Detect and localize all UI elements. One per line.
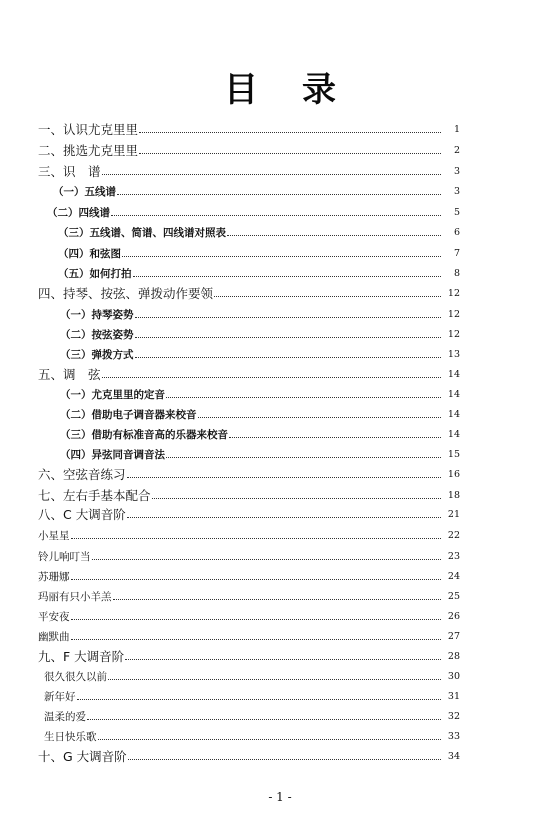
toc-page-number: 12 <box>447 309 460 320</box>
toc-entry-label: （三）借助有标准音高的乐器来校音 <box>60 429 228 441</box>
toc-entry[interactable] <box>38 283 460 301</box>
toc-entry[interactable] <box>53 181 460 199</box>
dot-leader <box>122 255 441 257</box>
toc-entry-label: （一）五线谱 <box>53 186 116 198</box>
toc-entry-label: （四）和弦图 <box>58 248 121 260</box>
dot-leader <box>71 537 442 539</box>
dot-leader <box>152 497 441 499</box>
toc-entry[interactable] <box>44 686 460 704</box>
dot-leader <box>229 436 441 438</box>
toc-entry[interactable] <box>60 404 460 422</box>
dot-leader <box>71 638 442 640</box>
toc-entry[interactable] <box>38 546 460 564</box>
page-number-footer: - 1 - <box>268 790 292 804</box>
toc-entry-label: （二）四线谱 <box>47 207 110 219</box>
toc-page-number: 2 <box>453 145 460 156</box>
toc-page-number: 22 <box>447 530 460 541</box>
toc-entry[interactable] <box>38 161 460 179</box>
toc-page-number: 26 <box>447 611 460 622</box>
toc-entry[interactable] <box>60 384 460 402</box>
toc-entry-label: （二）借助电子调音器来校音 <box>60 409 197 421</box>
dot-leader <box>92 558 442 560</box>
dot-leader <box>113 598 442 600</box>
dot-leader <box>127 476 441 478</box>
toc-page-number: 12 <box>447 288 460 299</box>
toc-entry-label: 小星星 <box>38 530 70 542</box>
toc-entry-label: 生日快乐歌 <box>44 731 97 743</box>
toc-entry[interactable] <box>38 586 460 604</box>
toc-entry[interactable] <box>38 504 460 522</box>
toc-entry[interactable] <box>47 202 460 220</box>
toc-entry[interactable] <box>38 746 460 764</box>
page-title: 目录 <box>224 70 380 110</box>
dot-leader <box>135 336 442 338</box>
dot-leader <box>108 678 441 680</box>
dot-leader <box>111 214 441 216</box>
toc-entry-label: 新年好 <box>44 691 76 703</box>
toc-page-number: 24 <box>447 571 460 582</box>
toc-entry-label: （三）弹拨方式 <box>60 349 134 361</box>
dot-leader <box>139 131 441 133</box>
dot-leader <box>117 193 441 195</box>
toc-entry[interactable] <box>38 626 460 644</box>
toc-page-number: 23 <box>447 551 460 562</box>
toc-entry-label: 温柔的爱 <box>44 711 86 723</box>
toc-entry[interactable] <box>38 364 460 382</box>
toc-entry[interactable] <box>60 324 460 342</box>
toc-entry[interactable] <box>38 606 460 624</box>
toc-entry-label: 四、持琴、按弦、弹拨动作要领 <box>38 286 214 301</box>
toc-page-number: 14 <box>447 409 460 420</box>
toc-page-number: 30 <box>447 671 460 682</box>
toc-entry-label: 八、C 大调音阶 <box>38 507 126 522</box>
dot-leader <box>102 376 441 378</box>
toc-page-number: 33 <box>447 731 460 742</box>
dot-leader <box>139 152 441 154</box>
toc-entry-label: 十、G 大调音阶 <box>38 749 127 764</box>
toc-page-number: 14 <box>447 389 460 400</box>
dot-leader <box>166 396 441 398</box>
toc-entry[interactable] <box>44 706 460 724</box>
toc-entry[interactable] <box>58 243 460 261</box>
toc-page-number: 27 <box>447 631 460 642</box>
toc-page-number: 16 <box>447 469 460 480</box>
toc-entry-label: 九、F 大调音阶 <box>38 649 125 664</box>
toc-page-number: 5 <box>453 207 460 218</box>
toc-page-number: 8 <box>453 268 460 279</box>
toc-entry-label: （三）五线谱、简谱、四线谱对照表 <box>58 227 226 239</box>
dot-leader <box>127 516 441 518</box>
toc-entry[interactable] <box>60 344 460 362</box>
toc-page-number: 7 <box>453 248 460 259</box>
toc-entry[interactable] <box>38 119 460 137</box>
toc-page-number: 1 <box>453 124 460 135</box>
dot-leader <box>98 738 442 740</box>
dot-leader <box>71 578 442 580</box>
toc-entry-label: 幽默曲 <box>38 631 70 643</box>
dot-leader <box>77 698 442 700</box>
toc-page-number: 3 <box>453 166 460 177</box>
toc-page-number: 21 <box>447 509 460 520</box>
toc-entry-label: （一）持琴姿势 <box>60 309 134 321</box>
toc-entry[interactable] <box>38 485 460 503</box>
toc-entry-label: 铃儿响叮当 <box>38 551 91 563</box>
toc-entry-label: 六、空弦音练习 <box>38 467 126 482</box>
dot-leader <box>198 416 442 418</box>
toc-entry[interactable] <box>38 464 460 482</box>
toc-page-number: 34 <box>447 751 460 762</box>
dot-leader <box>135 356 442 358</box>
toc-entry[interactable] <box>60 304 460 322</box>
toc-entry-label: 七、左右手基本配合 <box>38 488 151 503</box>
toc-entry-label: 平安夜 <box>38 611 70 623</box>
toc-page-number: 3 <box>453 186 460 197</box>
toc-entry[interactable] <box>44 666 460 684</box>
dot-leader <box>166 456 441 458</box>
toc-entry-label: （四）异弦同音调音法 <box>60 449 165 461</box>
dot-leader <box>128 758 441 760</box>
dot-leader <box>227 234 441 236</box>
toc-entry[interactable] <box>38 646 460 664</box>
toc-page-number: 6 <box>453 227 460 238</box>
toc-entry-label: 玛丽有只小羊羔 <box>38 591 112 603</box>
toc-entry-label: 三、识 谱 <box>38 164 101 179</box>
toc-entry-label: 很久很久以前 <box>44 671 107 683</box>
toc-entry[interactable] <box>38 566 460 584</box>
toc-entry[interactable] <box>44 726 460 744</box>
toc-page-number: 12 <box>447 329 460 340</box>
toc-entry-label: 二、挑选尤克里里 <box>38 143 139 158</box>
toc-page-number: 14 <box>447 429 460 440</box>
toc-entry[interactable] <box>60 444 460 462</box>
toc-entry-label: 苏珊娜 <box>38 571 70 583</box>
toc-entry-label: （一）尤克里里的定音 <box>60 389 165 401</box>
toc-entry-label: （二）按弦姿势 <box>60 329 134 341</box>
toc-page-number: 25 <box>447 591 460 602</box>
toc-entry-label: 五、调 弦 <box>38 367 101 382</box>
dot-leader <box>71 618 442 620</box>
dot-leader <box>214 295 441 297</box>
toc-entry-label: （五）如何打拍 <box>58 268 132 280</box>
dot-leader <box>135 316 442 318</box>
toc-page-number: 13 <box>447 349 460 360</box>
toc-page-number: 15 <box>447 449 460 460</box>
toc-entry[interactable] <box>58 263 460 281</box>
toc-entry[interactable] <box>58 222 460 240</box>
toc-page-number: 28 <box>447 651 460 662</box>
dot-leader <box>125 658 441 660</box>
dot-leader <box>87 718 441 720</box>
toc-entry[interactable] <box>38 525 460 543</box>
toc-page-number: 31 <box>447 691 460 702</box>
toc-entry[interactable] <box>38 140 460 158</box>
dot-leader <box>102 173 441 175</box>
toc-page-number: 14 <box>447 369 460 380</box>
toc-entry-label: 一、认识尤克里里 <box>38 122 139 137</box>
toc-entry[interactable] <box>60 424 460 442</box>
toc-page-number: 32 <box>447 711 460 722</box>
toc-page-number: 18 <box>447 490 460 501</box>
dot-leader <box>133 275 442 277</box>
